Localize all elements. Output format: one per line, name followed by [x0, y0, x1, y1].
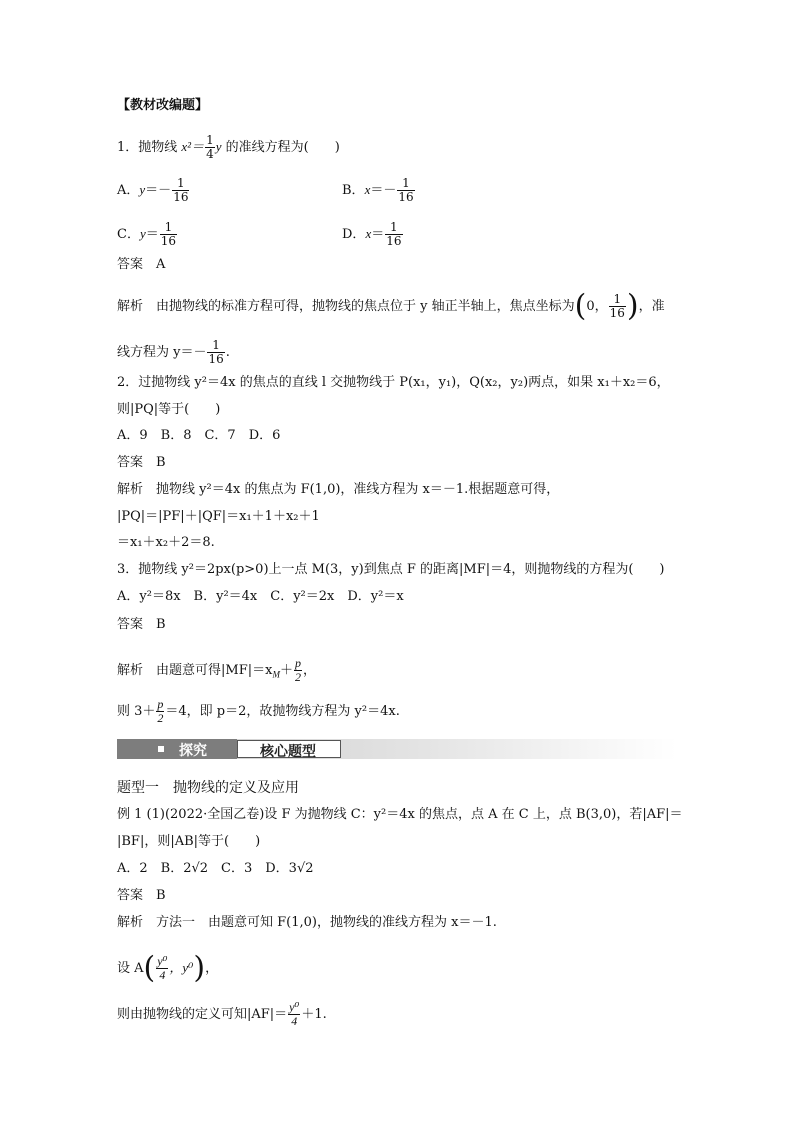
analysis-text: 由题意可得|MF|＝x [156, 663, 273, 678]
analysis-fraction [609, 293, 626, 320]
right-paren: ) [193, 950, 206, 986]
type1-analysis-line1 [117, 915, 497, 931]
q3-stem: 3．抛物线 y²＝2px(p>0)上一点 M(3，y)到焦点 F 的距离|MF|＝4，则抛物线的方程为( ) [117, 562, 665, 577]
q1-frac-num: 1 [206, 133, 214, 147]
type1-title: 题型一 抛物线的定义及应用 [117, 780, 299, 796]
q1-stem-pre: 1．抛物线 [117, 140, 182, 155]
analysis-label: 解析 [117, 299, 144, 314]
option-var: y [139, 182, 146, 197]
type1-example-line1: 例 1 (1)(2022·全国乙卷)设 F 为抛物线 C：y²＝4x 的焦点，点 A 在 C 上，点 B(3,0)，若|AF|＝ [117, 807, 683, 822]
q2-answer [117, 455, 166, 471]
analysis-text-end: ＋1. [301, 1007, 327, 1022]
q1-eq-lhs: x²＝ [181, 139, 205, 154]
option-label: A． [117, 183, 140, 198]
answer-label: 答案 [117, 257, 144, 272]
analysis-text: 设 A [117, 961, 144, 976]
analysis-text: 则由抛物线的定义可知|AF|＝ [117, 1007, 288, 1022]
analysis-fraction [156, 955, 168, 982]
analysis-text-end: ，准 [638, 299, 665, 314]
option-fraction [172, 177, 189, 204]
answer-label: 答案 [117, 617, 144, 632]
left-paren: ( [574, 288, 587, 324]
analysis-text-end: . [225, 345, 230, 360]
frac-den: 16 [160, 234, 177, 248]
subscript: M [272, 669, 280, 680]
option-var: x [365, 226, 372, 241]
analysis-label: 解析 [117, 482, 144, 497]
section-banner [117, 739, 677, 759]
analysis-text-end: ， [302, 663, 316, 678]
q2-analysis-line2: |PQ|＝|PF|＋|QF|＝x₁＋1＋x₂＋1 [117, 509, 320, 524]
analysis-text: 抛物线 y²＝4x 的焦点为 F(1,0)，准线方程为 x＝－1.根据题意可得， [156, 482, 560, 497]
answer-value: B [156, 888, 166, 903]
frac-num: 1 [207, 339, 224, 353]
q2-analysis-line1 [117, 482, 559, 498]
banner-left-label: 探究 [179, 743, 207, 759]
frac-num: y⁰ [157, 954, 168, 968]
q2-analysis-line3: ＝x₁＋x₂＋2＝8. [117, 535, 215, 550]
q3-analysis-line2 [117, 698, 400, 725]
type1-example-line2: |BF|，则|AB|等于( ) [117, 834, 261, 849]
frac-den: 2 [157, 711, 164, 725]
frac-num: 1 [160, 221, 177, 235]
right-paren: ) [626, 288, 639, 324]
answer-value: A [156, 257, 166, 272]
frac-num: y⁰ [289, 1000, 300, 1014]
analysis-text-end: ， [205, 961, 219, 976]
q1-option-a [117, 177, 190, 204]
frac-den: 16 [208, 352, 224, 366]
plus-sign: ＋ [279, 663, 293, 678]
q3-answer [117, 617, 166, 633]
option-label: C． [117, 227, 140, 242]
answer-label: 答案 [117, 888, 144, 903]
analysis-text-end: ＝4，即 p＝2，故抛物线方程为 y²＝4x. [165, 704, 400, 719]
type1-options: A．2 B．2√2 C．3 D．3√2 [117, 861, 314, 876]
frac-den: 2 [294, 670, 301, 684]
frac-den: 16 [386, 234, 402, 248]
q1-option-b [342, 177, 416, 204]
analysis-fraction [156, 698, 164, 725]
q2-stem-line1: 2．过抛物线 y²＝4x 的焦点的直线 l 交抛物线于 P(x₁，y₁)，Q(x₂，y₂)两点，如果 x₁＋x₂＝6， [117, 375, 670, 390]
frac-num: 1 [172, 177, 189, 191]
banner-right-label: 核心题型 [260, 744, 316, 760]
q1-analysis-line2 [117, 339, 230, 366]
option-fraction [385, 221, 402, 248]
q1-fraction [205, 134, 215, 161]
frac-den: 4 [291, 1014, 298, 1028]
frac-den: 16 [398, 190, 414, 204]
q1-eq-var: y [215, 139, 222, 154]
frac-den: 16 [609, 306, 625, 320]
frac-den: 4 [159, 968, 166, 982]
q1-option-c [117, 221, 178, 248]
type1-analysis-line3 [117, 1001, 327, 1028]
option-rel: ＝－ [370, 183, 397, 198]
left-paren: ( [143, 950, 156, 986]
analysis-label: 解析 [117, 663, 144, 678]
banner-square-icon [158, 746, 164, 752]
q1-analysis-line1 [117, 288, 665, 324]
option-fraction [160, 221, 177, 248]
option-label: D． [342, 227, 366, 242]
option-fraction [397, 177, 414, 204]
banner-dark-block [117, 739, 237, 759]
q1-stem [117, 134, 340, 161]
banner-right-box [237, 740, 341, 758]
frac-den: 16 [173, 190, 189, 204]
frac-num: 1 [385, 221, 402, 235]
q2-stem-line2: 则|PQ|等于( ) [117, 402, 221, 417]
q3-analysis-line1 [117, 657, 316, 684]
q1-answer [117, 257, 165, 273]
analysis-fraction [288, 1001, 300, 1028]
option-rel: ＝－ [145, 183, 172, 198]
analysis-label: 解析 [117, 915, 144, 930]
q1-option-d [342, 221, 404, 248]
point-coord: ，y⁰ [169, 960, 194, 975]
analysis-fraction [207, 339, 224, 366]
option-rel: ＝ [145, 227, 159, 242]
option-label: B． [342, 183, 365, 198]
option-rel: ＝ [371, 227, 385, 242]
frac-num: p [157, 697, 164, 711]
frac-num: p [294, 656, 301, 670]
analysis-fraction [294, 657, 302, 684]
q2-options: A．9 B．8 C．7 D．6 [117, 428, 281, 443]
point-coord: 0， [586, 299, 608, 314]
section-tag: 【教材改编题】 [117, 98, 209, 113]
q3-options: A．y²＝8x B．y²＝4x C．y²＝2x D．y²＝x [117, 589, 404, 604]
answer-label: 答案 [117, 455, 144, 470]
option-var: x [364, 182, 371, 197]
type1-analysis-line2 [117, 950, 219, 986]
type1-answer [117, 888, 166, 904]
q1-frac-den: 4 [206, 147, 214, 161]
analysis-text: 由抛物线的标准方程可得，抛物线的焦点位于 y 轴正半轴上，焦点坐标为 [156, 299, 575, 314]
frac-num: 1 [397, 177, 414, 191]
analysis-text: 线方程为 y＝－ [117, 345, 207, 360]
answer-value: B [156, 455, 166, 470]
option-var: y [139, 226, 146, 241]
frac-num: 1 [609, 293, 626, 307]
analysis-text: 方法一 由题意可知 F(1,0)，抛物线的准线方程为 x＝－1. [156, 915, 497, 930]
analysis-text: 则 3＋ [117, 704, 156, 719]
answer-value: B [156, 617, 166, 632]
q1-stem-post: 的准线方程为( ) [221, 140, 340, 155]
